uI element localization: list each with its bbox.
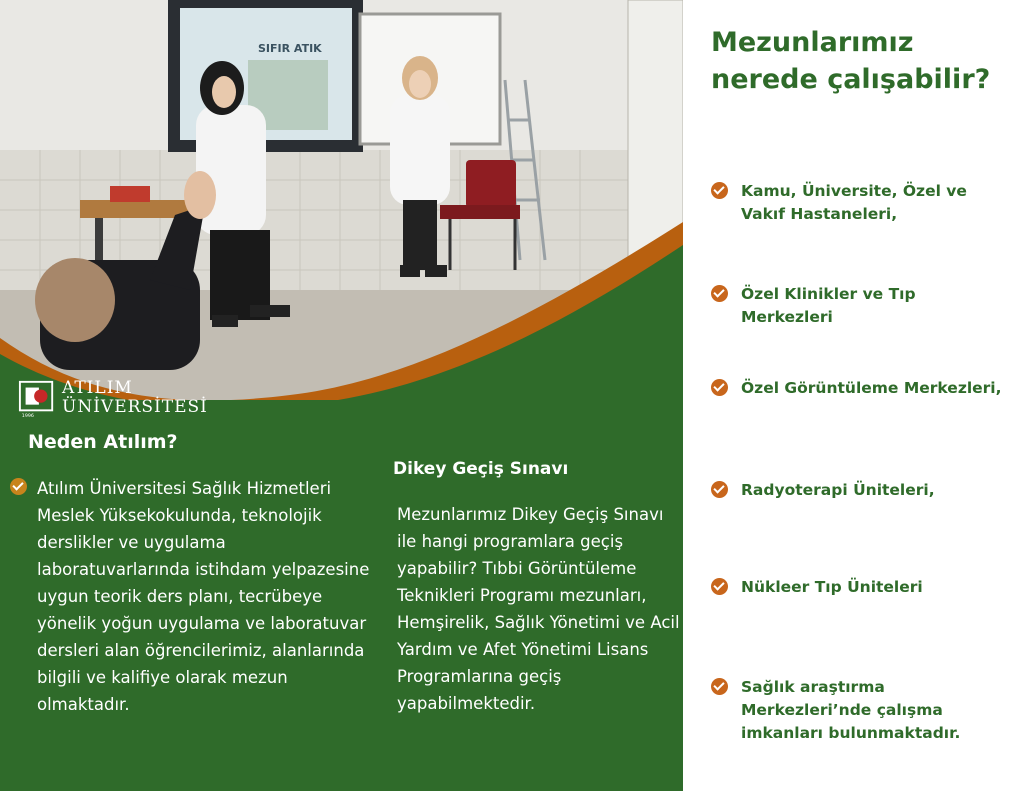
career-item-text: Sağlık araştırma Merkezleri’nde çalışma imkanları bulunmaktadır. — [741, 678, 961, 742]
logo-line2: ÜNİVERSİTESİ — [62, 397, 208, 417]
career-item-text: Radyoterapi Üniteleri, — [741, 481, 935, 499]
career-item — [711, 676, 1011, 745]
career-item — [711, 377, 1011, 400]
why-atilim-item — [10, 475, 370, 718]
university-logo — [18, 378, 208, 418]
check-circle-icon — [711, 285, 728, 302]
why-atilim-text: Atılım Üniversitesi Sağlık Hizmetleri Meslek Yüksekokulunda, teknolojik derslikler ve uygulama laboratuvarlarında istihdam yelpazesine uygun teorik ders planı, tecrübeye yönelik yoğun uygulama ve laboratuvar dersleri alan öğrencilerimiz, alanlarında bilgili ve kalifiye olarak mezun olmaktadır. — [37, 479, 370, 714]
right-panel — [683, 0, 1024, 791]
check-circle-icon — [711, 379, 728, 396]
dgs-heading: Dikey Geçiş Sınavı — [393, 459, 569, 479]
career-item — [711, 180, 1011, 226]
career-item-text: Özel Görüntüleme Merkezleri, — [741, 379, 1002, 397]
logo-year: 1996 — [21, 414, 34, 418]
career-item-text: Özel Klinikler ve Tıp Merkezleri — [741, 285, 916, 326]
career-item — [711, 479, 1011, 502]
atilim-emblem-icon — [18, 378, 56, 418]
career-item — [711, 576, 1011, 599]
check-circle-icon — [711, 678, 728, 695]
logo-line1: ATILIM — [62, 378, 133, 398]
why-atilim-heading: Neden Atılım? — [28, 431, 178, 453]
career-item — [711, 283, 1011, 329]
check-circle-icon — [711, 182, 728, 199]
career-item-text: Nükleer Tıp Üniteleri — [741, 578, 923, 596]
check-circle-icon — [711, 578, 728, 595]
board-text: SIFIR ATIK — [258, 42, 322, 55]
career-item-text: Kamu, Üniversite, Özel ve Vakıf Hastaneleri, — [741, 182, 967, 223]
dgs-text: Mezunlarımız Dikey Geçiş Sınavı ile hangi programlara geçiş yapabilir? Tıbbi Görüntüleme Teknikleri Programı mezunları, Hemşirelik, Sağlık Yönetimi ve Acil Yardım ve Afet Yönetimi Lisans Programlarına geçiş yapabilmektedir. — [397, 505, 680, 713]
classroom-photo — [0, 0, 683, 400]
classroom-photo-illustration — [0, 0, 683, 400]
check-circle-icon — [10, 478, 27, 495]
check-circle-icon — [711, 481, 728, 498]
careers-heading: Mezunlarımız nerede çalışabilir? — [711, 27, 991, 95]
